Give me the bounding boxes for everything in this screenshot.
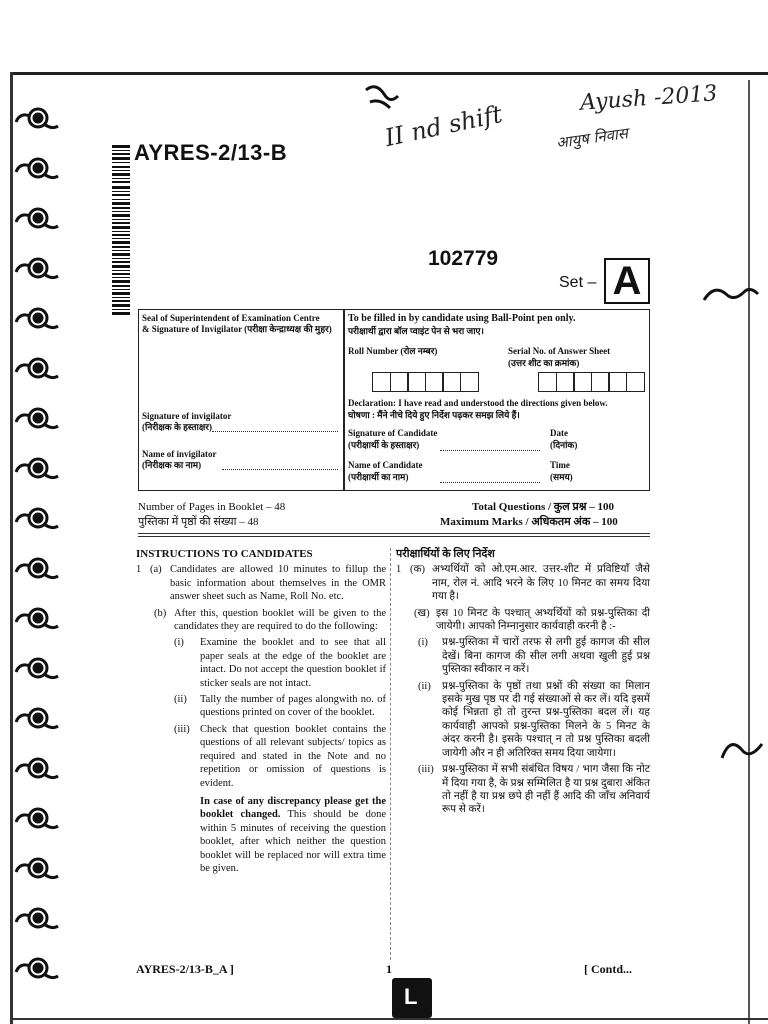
handwritten-name-en: Ayush -2013 <box>579 81 719 116</box>
invigilator-signature-line <box>212 431 338 432</box>
item-label-b: (b) <box>154 607 167 619</box>
time-label-hi: (समय) <box>550 472 573 482</box>
serial-digit-box[interactable] <box>556 372 575 392</box>
instruction-iii-text: Check that question booklet contains the questions of all relevant subjects/ topics as required and stated in the Note and no repetition or omission of questions is evident. <box>200 723 386 789</box>
roll-digit-box[interactable] <box>425 372 444 392</box>
seal-label: Seal of Superintendent of Examination Centre <box>142 313 320 323</box>
clip-mark-lower-icon <box>716 728 768 768</box>
answer-sheet-serial-label: Serial No. of Answer Sheet <box>508 346 611 356</box>
pages-count-hi: पुस्तिका में पृष्ठों की संख्या – 48 <box>138 516 259 528</box>
instruction-i-text: Examine the booklet and to see that all paper seals at the edge of the booklet are intact. Do not accept the question booklet if sticker seals are not intact. <box>200 637 386 689</box>
serial-digit-box[interactable] <box>608 372 627 392</box>
discrepancy-note-text: This should be done within 5 minutes of receiving the question booklet, after which neither the question booklet will be replaced nor will extra time be given. <box>200 809 387 874</box>
candidate-signature-label: Signature of Candidate <box>348 428 438 438</box>
item-label-hi-iii: (iii) <box>418 764 434 776</box>
serial-digit-box[interactable] <box>591 372 610 392</box>
page-number: 1 <box>386 962 392 976</box>
meta-divider-top <box>138 533 650 534</box>
corner-mark <box>392 978 432 1018</box>
set-value-box: A <box>604 258 650 304</box>
maximum-marks: Maximum Marks / अधिकतम अंक – 100 <box>440 516 618 528</box>
form-divider <box>343 309 345 491</box>
instruction-ka-text: अभ्यर्थियों को ओ.एम.आर. उत्तर-शीट में प्रविष्टियाँ जैसे नाम, रोल नं. आदि भरने के लिए 10 मिनट का समय दिया गया है। <box>432 564 650 603</box>
page-edge-right <box>748 80 750 1024</box>
item-label-a: (a) <box>150 564 162 576</box>
roll-digit-box[interactable] <box>442 372 461 392</box>
candidate-name-label-hi: (परीक्षार्थी का नाम) <box>348 472 409 482</box>
invigilator-name-label-hi: (निरीक्षक का नाम) <box>142 460 202 470</box>
roll-number-label: Roll Number (रोल नम्बर) <box>348 346 438 356</box>
barcode-icon <box>112 145 130 315</box>
instruction-b-text: After this, question booklet will be given to the candidates they are required to do the following: <box>174 607 386 633</box>
page-edge-bottom <box>10 1018 768 1020</box>
answer-sheet-serial-field[interactable] <box>538 372 643 392</box>
seal-label-2: & Signature of Invigilator (परीक्षा केन्द्राध्यक्ष की मुहर) <box>142 324 332 334</box>
roll-digit-box[interactable] <box>407 372 426 392</box>
instruction-a-text: Candidates are allowed 10 minutes to fillup the basic information about themselves in the OMR answer sheet such as Name, Roll No. etc. <box>170 564 386 603</box>
set-label: Set – <box>559 274 597 291</box>
item-label-hi-ii: (ii) <box>418 680 431 692</box>
item-number-hi: 1 <box>396 564 402 576</box>
item-label-ii: (ii) <box>174 694 187 706</box>
page-edge-top <box>10 72 768 75</box>
answer-sheet-serial-label-hi: (उत्तर शीट का क्रमांक) <box>508 358 580 368</box>
item-number: 1 <box>136 564 142 576</box>
roll-digit-box[interactable] <box>460 372 479 392</box>
instruction-hi-iii-text: प्रश्न-पुस्तिका में सभी संबंधित विषय / भाग जैसा कि नोट में दिया गया है, के प्रश्न सम्मिलित है या प्रश्न दुबारा अंकित तो नहीं है या प्रश्न छपे ही नहीं हैं आदि की जाँच अनिवार्य रूप से करें। <box>442 764 650 816</box>
candidate-name-label: Name of Candidate <box>348 460 423 470</box>
page-edge-left <box>10 72 13 1024</box>
instruction-kha-text: इस 10 मिनट के पश्चात् अभ्यर्थियों को प्रश्न-पुस्तिका दी जायेगी। आपको निम्नानुसार कार्यवाही करनी है :- <box>436 607 650 633</box>
invigilator-name-line <box>222 469 338 470</box>
meta-divider-bottom <box>138 536 650 537</box>
item-label-kha: (ख) <box>414 607 430 619</box>
instructions-hindi <box>396 548 650 817</box>
discrepancy-note-bold: In case of any discrepancy please get the booklet changed. <box>200 795 386 821</box>
item-label-iii: (iii) <box>174 723 190 735</box>
instructions-heading-en: INSTRUCTIONS TO CANDIDATES <box>136 548 313 560</box>
pages-count-en: Number of Pages in Booklet – 48 <box>138 501 286 513</box>
roll-digit-box[interactable] <box>372 372 391 392</box>
item-label-i: (i) <box>174 637 184 649</box>
instruction-hi-ii-text: प्रश्न-पुस्तिका के पृष्ठों तथा प्रश्नों की संख्या का मिलान इसके मुख पृष्ठ पर दी गई संख्याओं से कर लें। यदि इसमें कोई भिन्नता हो तो तुरन्त प्रश्न-पुस्तिका बदल लें। यह कार्यवाही आपको प्रश्न-पुस्तिका मिलने के 5 मिनट के अंदर करनी है। इसके पश्चात् न तो प्रश्न पुस्तिका बदली जायेगी और न ही अतिरिक्त समय दिया जायेगा। <box>442 680 650 759</box>
invigilator-signature-label-hi: (निरीक्षक के हस्ताक्षर) <box>142 422 212 432</box>
footer-code: AYRES-2/13-B_A ] <box>136 962 234 976</box>
roll-digit-box[interactable] <box>390 372 409 392</box>
date-label: Date <box>550 428 568 438</box>
invigilator-name-label: Name of invigilator <box>142 449 217 459</box>
time-label: Time <box>550 460 570 470</box>
fill-instruction: To be filled in by candidate using Ball-Point pen only. <box>348 313 576 324</box>
corner-mark-letter: L <box>404 984 418 1009</box>
candidate-signature-label-hi: (परीक्षार्थी के हस्ताक्षर) <box>348 440 420 450</box>
spiral-binding-icon <box>14 100 62 1020</box>
invigilator-signature-label: Signature of invigilator <box>142 411 232 421</box>
candidate-name-line <box>440 482 540 483</box>
serial-digit-box[interactable] <box>538 372 557 392</box>
clip-mark-icon <box>362 82 402 112</box>
item-label-ka: (क) <box>410 564 426 576</box>
declaration: Declaration: I have read and understood the directions given below. <box>348 398 608 408</box>
column-divider <box>390 548 391 960</box>
instructions-english <box>136 548 386 875</box>
handwritten-shift: II nd shift <box>382 99 505 153</box>
instructions-heading-hi: परीक्षार्थियों के लिए निर्देश <box>396 548 495 560</box>
total-questions: Total Questions / कुल प्रश्न – 100 <box>472 501 614 513</box>
clip-mark-right-icon <box>700 282 760 306</box>
handwritten-name-hi: आयुष निवास <box>555 124 629 152</box>
booklet-serial-number: 102779 <box>428 247 499 270</box>
serial-digit-box[interactable] <box>626 372 645 392</box>
item-label-hi-i: (i) <box>418 637 428 649</box>
instruction-hi-i-text: प्रश्न-पुस्तिका में चारों तरफ से लगी हुई कागज की सील देखें। बिना कागज की सील लगी अथवा खुली हुई प्रश्न पुस्तिका स्वीकार न करें। <box>442 637 650 676</box>
candidate-signature-line <box>440 450 540 451</box>
serial-digit-box[interactable] <box>573 372 592 392</box>
instruction-ii-text: Tally the number of pages alongwith no. of questions printed on cover of the booklet. <box>200 694 386 719</box>
fill-instruction-hi: परीक्षार्थी द्वारा बॉल प्वाइंट पेन से भरा जाए। <box>348 326 484 336</box>
declaration-hi: घोषणा : मैंने नीचे दिये हुए निर्देश पढ़कर समझ लिये हैं। <box>348 410 520 420</box>
roll-number-field[interactable] <box>372 372 477 392</box>
date-label-hi: (दिनांक) <box>550 440 578 450</box>
continued-label: [ Contd... <box>584 962 633 976</box>
booklet-code: AYRES-2/13-B <box>134 140 288 165</box>
